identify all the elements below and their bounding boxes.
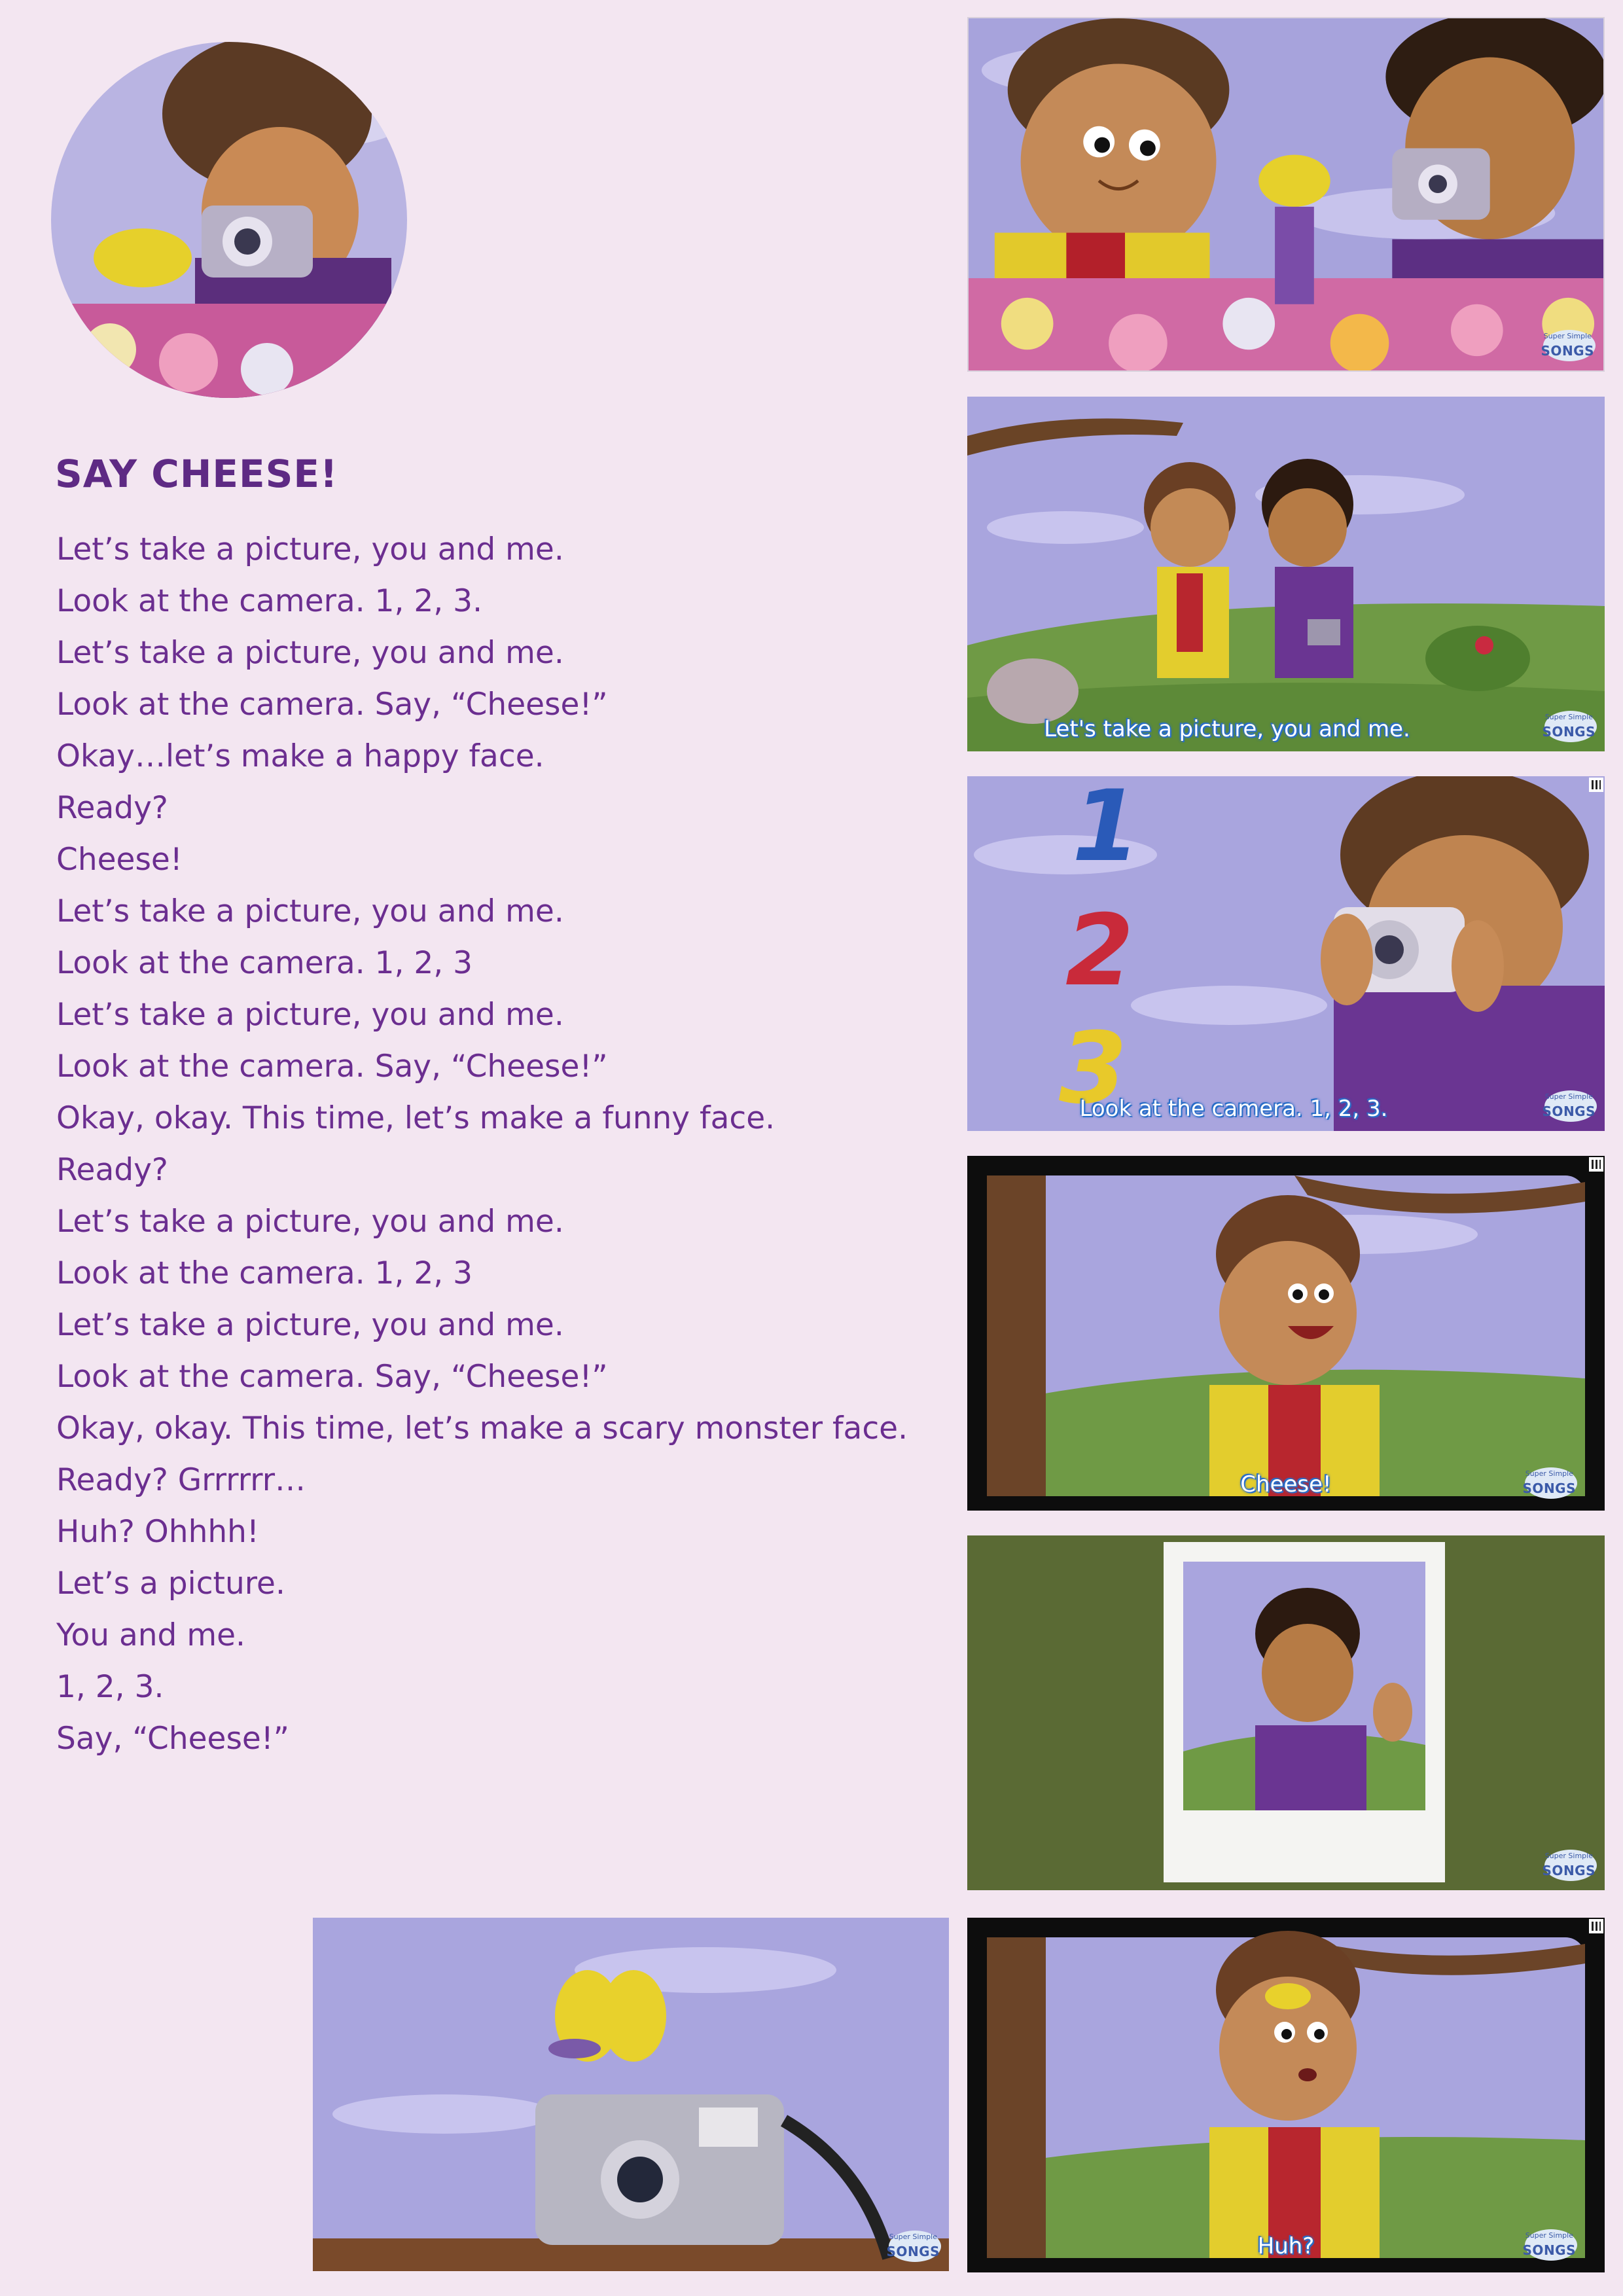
logo-big-text: SONGS xyxy=(1542,1103,1596,1119)
lyric-line: Ready? xyxy=(56,1152,168,1188)
logo-small-text: Super Simple xyxy=(1525,2231,1573,2240)
lyric-line: Ready? xyxy=(56,790,168,826)
lyric-line: Let’s take a picture, you and me. xyxy=(56,893,564,929)
logo-big-text: SONGS xyxy=(1522,1480,1576,1496)
lyric-line: Let’s a picture. xyxy=(56,1566,285,1602)
lyrics-list xyxy=(56,524,908,1765)
lyric-line: Look at the camera. Say, “Cheese!” xyxy=(56,1049,608,1085)
logo-small-text: Super Simple xyxy=(1544,1852,1593,1860)
lyric-line: Okay, okay. This time, let’s make a funny face. xyxy=(56,1100,776,1136)
song-title: SAY CHEESE! xyxy=(55,452,338,496)
logo-small-text: Super Simple xyxy=(1543,332,1592,340)
logo-big-text: SONGS xyxy=(1541,343,1594,359)
qr-code-icon xyxy=(1589,1919,1603,1933)
lyric-line: Look at the camera. 1, 2, 3 xyxy=(56,1255,473,1291)
frame-4-boy-smile xyxy=(967,1156,1605,1511)
frame-3-count-camera xyxy=(967,776,1605,1131)
lyric-line: Let’s take a picture, you and me. xyxy=(56,997,564,1033)
logo-big-text: SONGS xyxy=(1542,724,1596,740)
frame-2-kids-meadow xyxy=(967,397,1605,751)
lyric-line: Okay, okay. This time, let’s make a scary monster face. xyxy=(56,1410,908,1446)
frame-6-caption: Huh? xyxy=(1257,2233,1315,2259)
lyric-line: Huh? Ohhhh! xyxy=(56,1514,259,1550)
logo-small-text: Super Simple xyxy=(1544,713,1593,721)
lyric-line: Okay…let’s make a happy face. xyxy=(56,738,544,774)
frame-1-two-kids-butterfly xyxy=(967,17,1605,372)
lyric-line: Let’s take a picture, you and me. xyxy=(56,531,564,567)
lyric-line: Let’s take a picture, you and me. xyxy=(56,1204,564,1240)
lyric-line: 1, 2, 3. xyxy=(56,1669,164,1705)
count-number-1: 1 xyxy=(1072,776,1141,884)
logo-big-text: SONGS xyxy=(1522,2242,1576,2258)
lyric-line: Let’s take a picture, you and me. xyxy=(56,635,564,671)
lyric-line: Ready? Grrrrrr… xyxy=(56,1462,306,1498)
qr-code-icon xyxy=(1589,1157,1603,1172)
frame-camera-butterfly xyxy=(313,1918,949,2271)
lyric-line: Say, “Cheese!” xyxy=(56,1721,290,1757)
lyric-line: Let’s take a picture, you and me. xyxy=(56,1307,564,1343)
logo-small-text: Super Simple xyxy=(1525,1469,1573,1478)
lyric-line: Cheese! xyxy=(56,842,183,878)
lyric-line: Look at the camera. 1, 2, 3 xyxy=(56,945,473,981)
logo-small-text: Super Simple xyxy=(1544,1092,1593,1101)
lyric-line: Look at the camera. Say, “Cheese!” xyxy=(56,1359,608,1395)
count-number-3: 3 xyxy=(1059,1012,1128,1126)
frame-4-caption: Cheese! xyxy=(1240,1471,1332,1498)
logo-big-text: SONGS xyxy=(886,2244,940,2259)
frame-3-caption: Look at the camera. 1, 2, 3. xyxy=(1079,1096,1388,1122)
frame-5-instant-photo xyxy=(967,1535,1605,1890)
count-number-2: 2 xyxy=(1065,894,1134,1008)
lyric-line: You and me. xyxy=(56,1617,245,1653)
lyric-line: Look at the camera. Say, “Cheese!” xyxy=(56,687,608,723)
lyric-line: Look at the camera. 1, 2, 3. xyxy=(56,583,483,619)
circle-photo-camera-kid xyxy=(51,42,407,398)
frame-2-caption: Let's take a picture, you and me. xyxy=(1044,716,1410,742)
qr-code-icon xyxy=(1589,778,1603,792)
logo-small-text: Super Simple xyxy=(889,2233,937,2241)
frame-6-boy-huh xyxy=(967,1918,1605,2272)
logo-big-text: SONGS xyxy=(1542,1863,1596,1878)
